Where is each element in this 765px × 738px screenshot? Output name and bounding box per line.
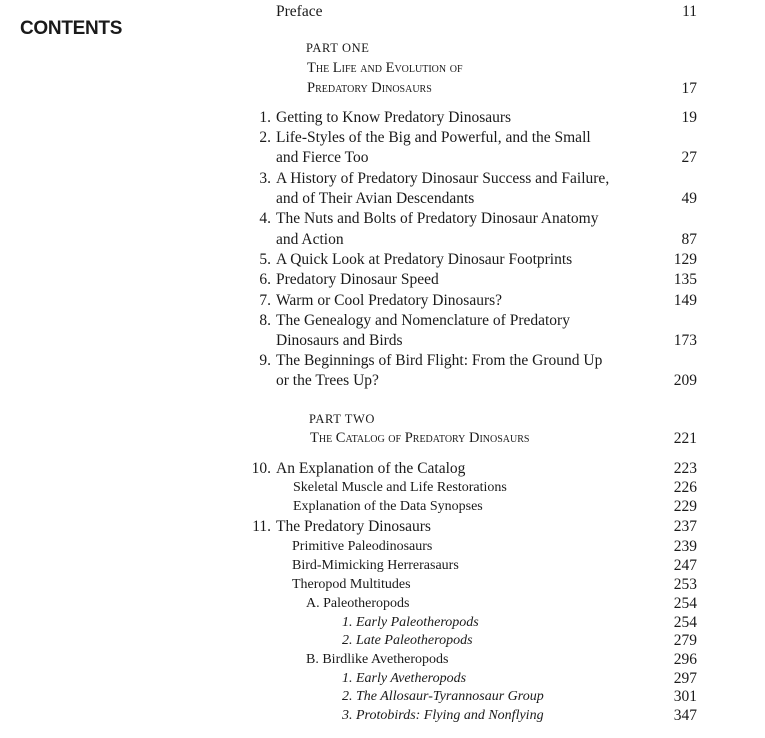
part-label: PART TWO <box>309 412 375 426</box>
entry-page: 129 <box>673 251 697 268</box>
toc-chapter-1[interactable] <box>0 107 765 128</box>
chapter-title-continued: and Action <box>276 231 344 248</box>
entry-page: 49 <box>681 190 697 207</box>
subsection-title: Theropod Multitudes <box>292 577 411 592</box>
chapter-number: 6. <box>259 271 271 288</box>
part-two-title-row[interactable] <box>0 428 765 449</box>
part-two-label-row <box>0 409 765 430</box>
toc-subsection[interactable] <box>0 574 765 595</box>
toc-chapter-4-cont[interactable] <box>0 229 765 250</box>
chapter-title: The Genealogy and Nomenclature of Predatory <box>276 312 570 329</box>
toc-subsection[interactable] <box>0 705 765 726</box>
chapter-title-continued: and Fierce Too <box>276 149 369 166</box>
toc-chapter-6[interactable] <box>0 269 765 290</box>
chapter-number: 9. <box>259 352 271 369</box>
entry-page: 239 <box>673 538 697 555</box>
part-one-title-row[interactable] <box>0 58 765 79</box>
toc-chapter-7[interactable] <box>0 290 765 311</box>
entry-page: 11 <box>682 3 697 20</box>
entry-page: 149 <box>673 292 697 309</box>
entry-page: 296 <box>673 651 697 668</box>
part-title: The Catalog of Predatory Dinosaurs <box>310 430 530 446</box>
entry-page: 279 <box>673 632 697 649</box>
toc-chapter-10[interactable] <box>0 458 765 479</box>
toc-subsection[interactable] <box>0 536 765 557</box>
part-one-label-row <box>0 38 765 59</box>
chapter-number: 8. <box>259 312 271 329</box>
subsection-title: Explanation of the Data Synopses <box>293 499 483 514</box>
chapter-title-continued: Dinosaurs and Birds <box>276 332 403 349</box>
toc-subsection[interactable] <box>0 555 765 576</box>
subsection-title: 2. The Allosaur-Tyrannosaur Group <box>342 689 544 704</box>
chapter-title: The Nuts and Bolts of Predatory Dinosaur Anatomy <box>276 210 599 227</box>
part-title: Predatory Dinosaurs <box>307 80 432 96</box>
chapter-title: An Explanation of the Catalog <box>276 460 466 477</box>
toc-subsection[interactable] <box>0 593 765 614</box>
chapter-title: Predatory Dinosaur Speed <box>276 271 439 288</box>
chapter-number: 5. <box>259 251 271 268</box>
chapter-title: A Quick Look at Predatory Dinosaur Footprints <box>276 251 573 268</box>
chapter-title-continued: or the Trees Up? <box>276 372 379 389</box>
toc-chapter-2[interactable] <box>0 127 765 148</box>
toc-entry-preface[interactable] <box>0 1 765 22</box>
chapter-title: The Predatory Dinosaurs <box>276 518 431 535</box>
contents-heading: CONTENTS <box>20 18 123 39</box>
chapter-number: 11. <box>252 518 271 535</box>
toc-chapter-3-cont[interactable] <box>0 188 765 209</box>
subsection-title: 1. Early Avetheropods <box>342 671 467 686</box>
toc-chapter-3[interactable] <box>0 168 765 189</box>
chapter-title: A History of Predatory Dinosaur Success and Failure, <box>276 170 610 187</box>
chapter-title: Warm or Cool Predatory Dinosaurs? <box>276 292 503 309</box>
chapter-number: 3. <box>259 170 271 187</box>
entry-page: 237 <box>673 518 697 535</box>
entry-page: 17 <box>681 80 697 97</box>
entry-page: 19 <box>681 109 697 126</box>
toc-chapter-9-cont[interactable] <box>0 370 765 391</box>
chapter-number: 10. <box>251 460 271 477</box>
toc-subsection[interactable] <box>0 477 765 498</box>
toc-chapter-8[interactable] <box>0 310 765 331</box>
entry-page: 254 <box>673 595 697 612</box>
entry-page: 221 <box>673 430 697 447</box>
toc-chapter-2-cont[interactable] <box>0 147 765 168</box>
entry-page: 173 <box>673 332 697 349</box>
toc-chapter-8-cont[interactable] <box>0 330 765 351</box>
entry-page: 209 <box>673 372 697 389</box>
subsection-title: B. Birdlike Avetheropods <box>306 652 449 667</box>
toc-subsection[interactable] <box>0 496 765 517</box>
entry-page: 247 <box>673 557 697 574</box>
chapter-title-continued: and of Their Avian Descendants <box>276 190 475 207</box>
entry-page: 229 <box>673 498 697 515</box>
entry-page: 27 <box>681 149 697 166</box>
toc-subsection[interactable] <box>0 649 765 670</box>
subsection-title: 3. Protobirds: Flying and Nonflying <box>342 708 544 723</box>
entry-page: 87 <box>681 231 697 248</box>
chapter-title: Life-Styles of the Big and Powerful, and the Small <box>276 129 591 146</box>
entry-page: 135 <box>673 271 697 288</box>
toc-chapter-4[interactable] <box>0 208 765 229</box>
part-title: The Life and Evolution of <box>307 60 463 76</box>
subsection-title: 2. Late Paleotheropods <box>342 633 473 648</box>
entry-page: 226 <box>673 479 697 496</box>
toc-chapter-11[interactable] <box>0 516 765 537</box>
chapter-number: 7. <box>259 292 271 309</box>
chapter-title: The Beginnings of Bird Flight: From the Ground Up <box>276 352 603 369</box>
chapter-number: 2. <box>259 129 271 146</box>
entry-page: 347 <box>673 707 697 724</box>
subsection-title: Primitive Paleodinosaurs <box>292 539 433 554</box>
subsection-title: 1. Early Paleotheropods <box>342 615 479 630</box>
subsection-title: A. Paleotheropods <box>306 596 410 611</box>
entry-page: 253 <box>673 576 697 593</box>
toc-chapter-5[interactable] <box>0 249 765 270</box>
subsection-title: Skeletal Muscle and Life Restorations <box>293 480 507 495</box>
chapter-number: 4. <box>259 210 271 227</box>
entry-page: 223 <box>673 460 697 477</box>
part-label: PART ONE <box>306 41 370 55</box>
chapter-number: 1. <box>259 109 271 126</box>
chapter-title: Getting to Know Predatory Dinosaurs <box>276 109 512 126</box>
entry-page: 297 <box>673 670 697 687</box>
entry-title: Preface <box>276 3 323 20</box>
entry-page: 301 <box>673 688 697 705</box>
part-one-title-row-2[interactable] <box>0 78 765 99</box>
entry-page: 254 <box>673 614 697 631</box>
toc-chapter-9[interactable] <box>0 350 765 371</box>
toc-subsection[interactable] <box>0 686 765 707</box>
toc-subsection[interactable] <box>0 630 765 651</box>
subsection-title: Bird-Mimicking Herrerasaurs <box>292 558 459 573</box>
